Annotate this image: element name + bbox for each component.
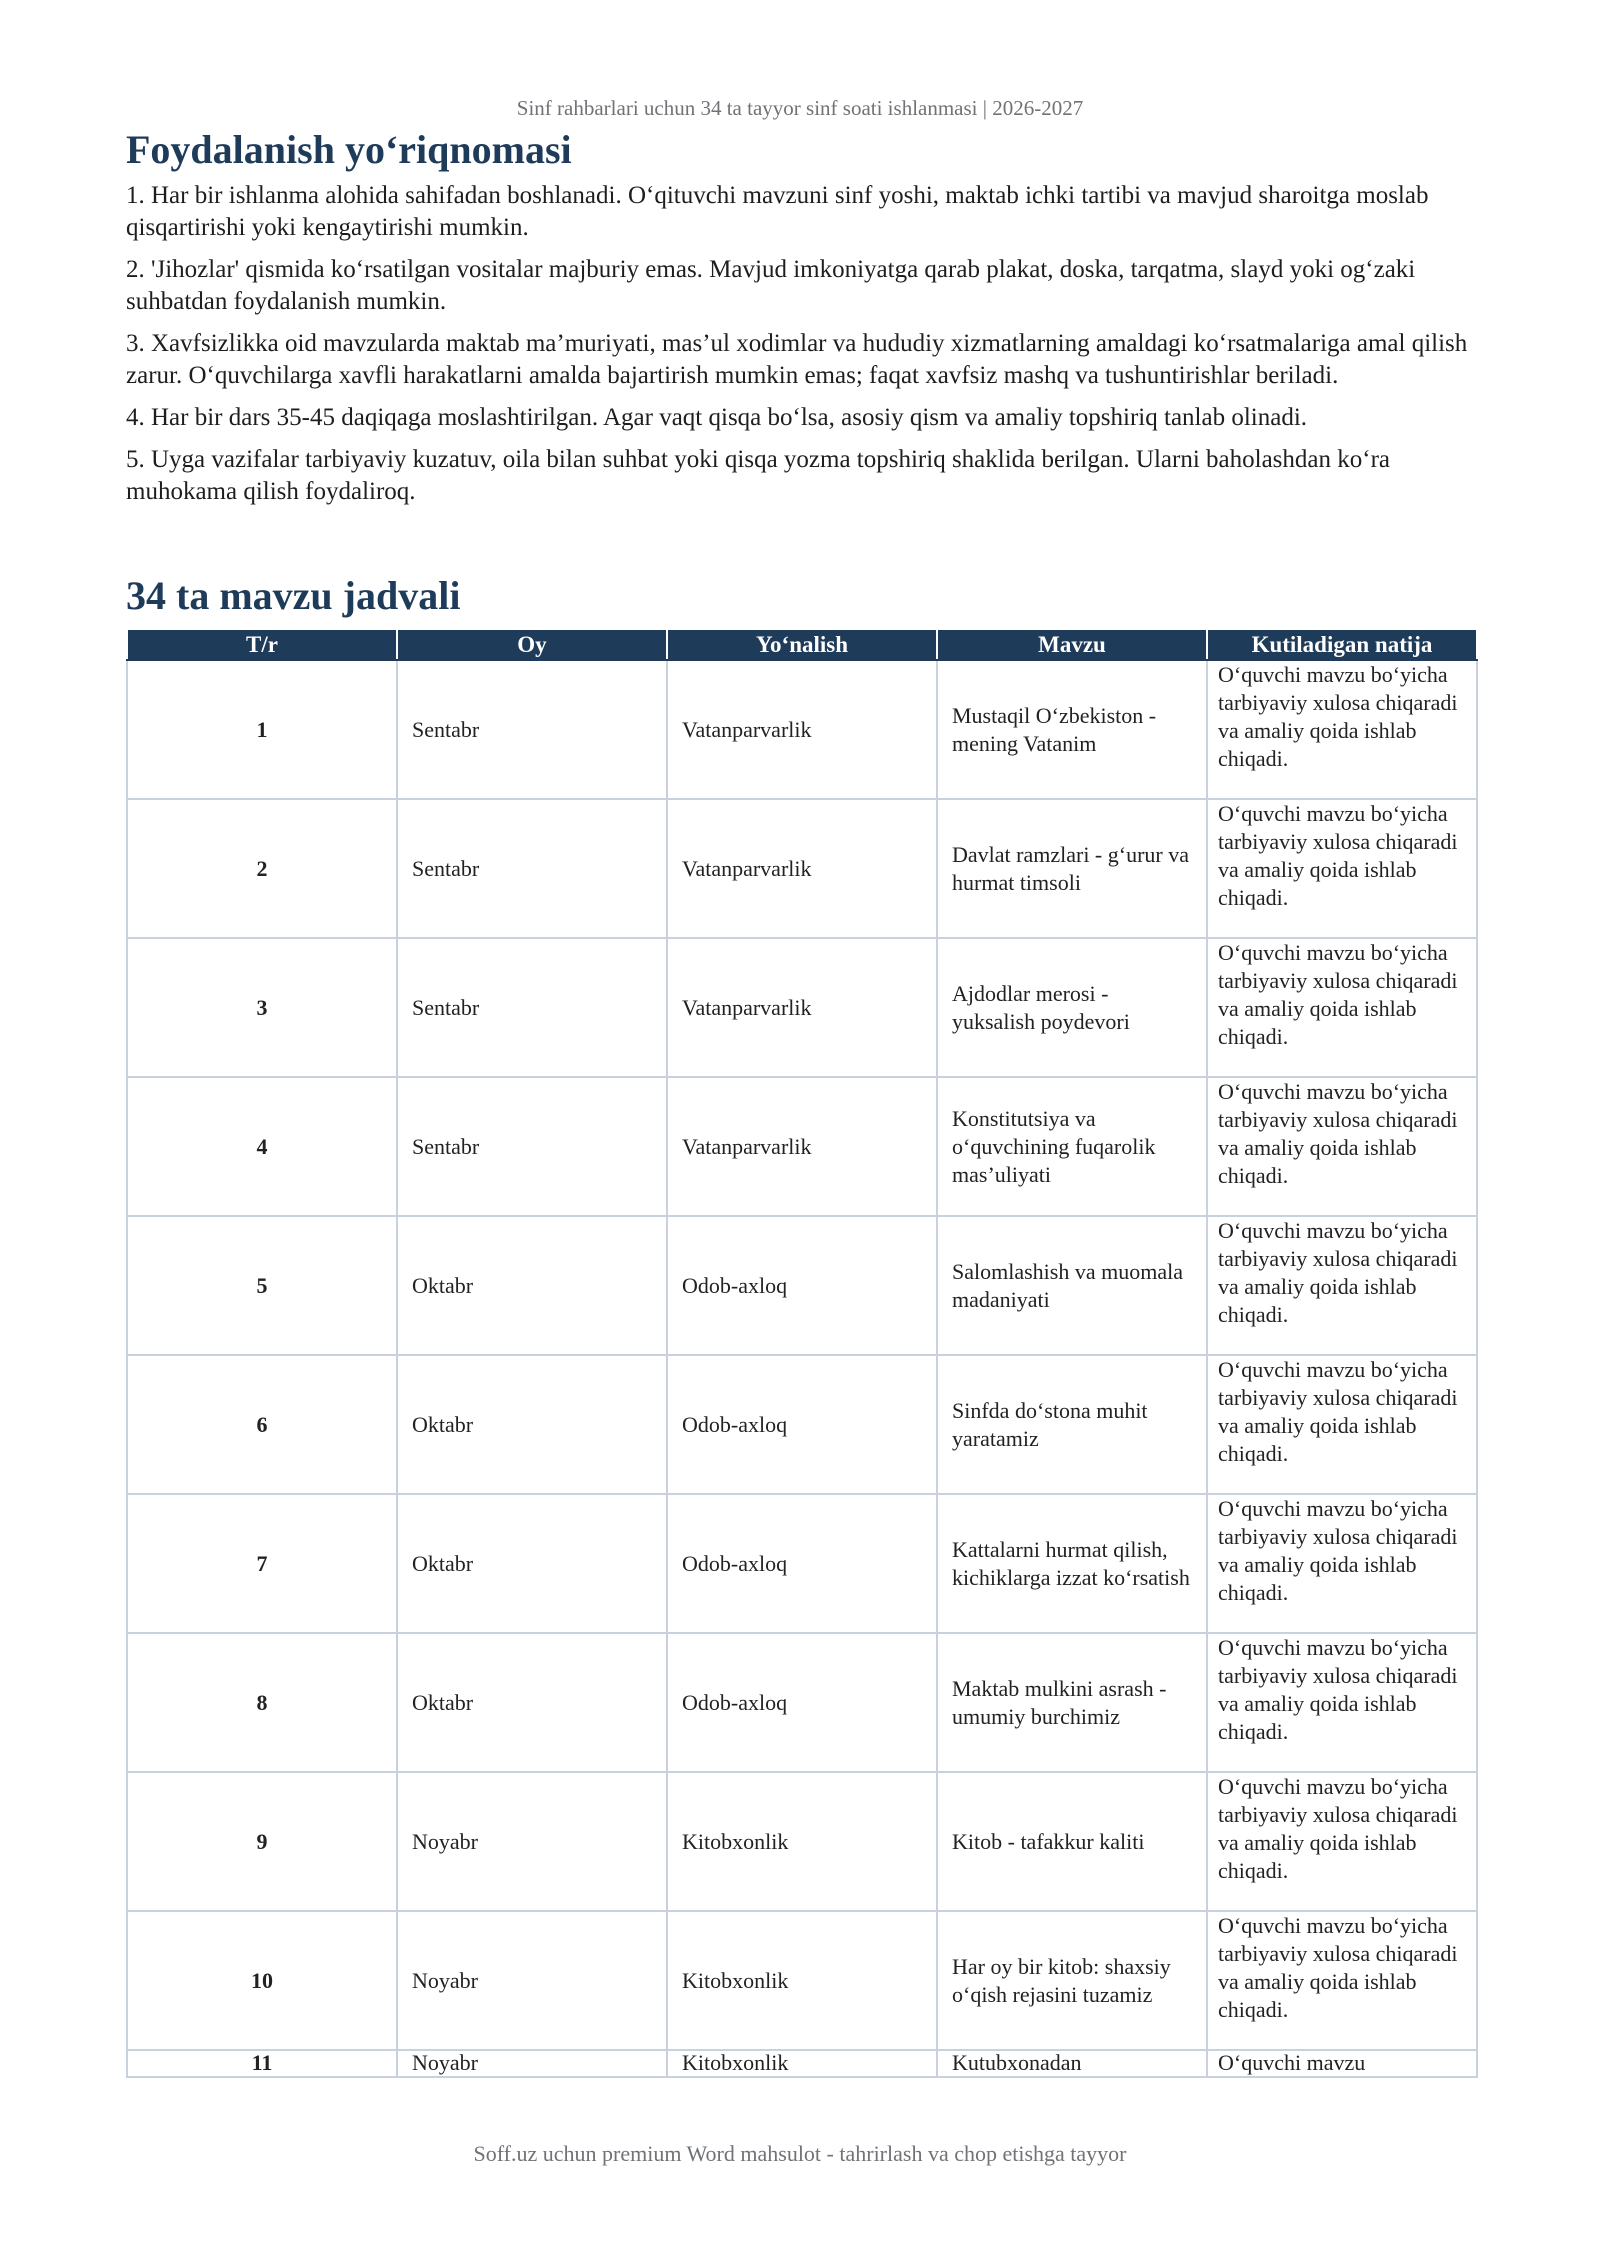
- column-header-result: Kutiladigan natija: [1207, 629, 1477, 660]
- cell-month: Sentabr: [397, 660, 667, 799]
- cell-month: Sentabr: [397, 938, 667, 1077]
- cell-direction: Odob-axloq: [667, 1355, 937, 1494]
- topics-table: [126, 628, 1478, 2078]
- table-row: [127, 1077, 1477, 1216]
- cell-month: Noyabr: [397, 1772, 667, 1911]
- cell-number: 9: [127, 1772, 397, 1911]
- table-row: [127, 1772, 1477, 1911]
- cell-result: O‘quvchi mavzu bo‘yicha tarbiyaviy xulosa chiqaradi va amaliy qoida ishlab chiqadi.: [1207, 1772, 1477, 1911]
- table-row: [127, 1633, 1477, 1772]
- cell-month: Noyabr: [397, 1911, 667, 2050]
- cell-result: O‘quvchi mavzu bo‘yicha tarbiyaviy xulosa chiqaradi va amaliy qoida ishlab chiqadi.: [1207, 938, 1477, 1077]
- table-row: [127, 1911, 1477, 2050]
- cell-month: Oktabr: [397, 1355, 667, 1494]
- page-content: [126, 124, 1476, 2078]
- table-body: [127, 660, 1477, 2077]
- cell-result: O‘quvchi mavzu bo‘yicha tarbiyaviy xulosa chiqaradi va amaliy qoida ishlab chiqadi.: [1207, 799, 1477, 938]
- running-footer: Soff.uz uchun premium Word mahsulot - tahrirlash va chop etishga tayyor: [473, 2141, 1127, 2166]
- cell-month: Noyabr: [397, 2050, 667, 2077]
- cell-month: Sentabr: [397, 1077, 667, 1216]
- cell-month: Oktabr: [397, 1633, 667, 1772]
- cell-number: 6: [127, 1355, 397, 1494]
- cell-topic: Kattalarni hurmat qilish, kichiklarga izzat ko‘rsatish: [937, 1494, 1207, 1633]
- cell-number: 5: [127, 1216, 397, 1355]
- cell-month: Sentabr: [397, 799, 667, 938]
- guide-title: Foydalanish yo‘riqnomasi: [126, 127, 572, 172]
- cell-number: 3: [127, 938, 397, 1077]
- table-header-row: [127, 629, 1477, 660]
- cell-result: O‘quvchi mavzu bo‘yicha tarbiyaviy xulosa chiqaradi va amaliy qoida ishlab chiqadi.: [1207, 1077, 1477, 1216]
- cell-number: 11: [127, 2050, 397, 2077]
- table-row: [127, 2050, 1477, 2077]
- cell-topic: Kitob - tafakkur kaliti: [937, 1772, 1207, 1911]
- cell-result: O‘quvchi mavzu: [1207, 2050, 1477, 2077]
- cell-direction: Vatanparvarlik: [667, 660, 937, 799]
- cell-result: O‘quvchi mavzu bo‘yicha tarbiyaviy xulosa chiqaradi va amaliy qoida ishlab chiqadi.: [1207, 1633, 1477, 1772]
- cell-direction: Kitobxonlik: [667, 1772, 937, 1911]
- table-row: [127, 1494, 1477, 1633]
- cell-topic: Maktab mulkini asrash - umumiy burchimiz: [937, 1633, 1207, 1772]
- cell-topic: Mustaqil O‘zbekiston - mening Vatanim: [937, 660, 1207, 799]
- guide-item: 2. 'Jihozlar' qismida ko‘rsatilgan vositalar majburiy emas. Mavjud imkoniyatga qarab plakat, doska, tarqatma, slayd yoki og‘zaki suhbatdan foydalanish mumkin.: [126, 256, 1416, 315]
- column-header-topic: Mavzu: [937, 629, 1207, 660]
- guide-list: [126, 180, 1476, 508]
- cell-result: O‘quvchi mavzu bo‘yicha tarbiyaviy xulosa chiqaradi va amaliy qoida ishlab chiqadi.: [1207, 660, 1477, 799]
- table-row: [127, 1355, 1477, 1494]
- column-header-direction: Yo‘nalish: [667, 629, 937, 660]
- cell-result: O‘quvchi mavzu bo‘yicha tarbiyaviy xulosa chiqaradi va amaliy qoida ishlab chiqadi.: [1207, 1911, 1477, 2050]
- table-row: [127, 799, 1477, 938]
- cell-number: 2: [127, 799, 397, 938]
- cell-topic: Sinfda do‘stona muhit yaratamiz: [937, 1355, 1207, 1494]
- cell-result: O‘quvchi mavzu bo‘yicha tarbiyaviy xulosa chiqaradi va amaliy qoida ishlab chiqadi.: [1207, 1216, 1477, 1355]
- column-header-number: T/r: [127, 629, 397, 660]
- cell-number: 8: [127, 1633, 397, 1772]
- cell-month: Oktabr: [397, 1494, 667, 1633]
- table-row: [127, 938, 1477, 1077]
- cell-topic: Kutubxonadan: [937, 2050, 1207, 2077]
- cell-month: Oktabr: [397, 1216, 667, 1355]
- cell-topic: Salomlashish va muomala madaniyati: [937, 1216, 1207, 1355]
- cell-topic: Ajdodlar merosi - yuksalish poydevori: [937, 938, 1207, 1077]
- cell-number: 7: [127, 1494, 397, 1633]
- cell-topic: Konstitutsiya va o‘quvchining fuqarolik mas’uliyati: [937, 1077, 1207, 1216]
- cell-direction: Odob-axloq: [667, 1633, 937, 1772]
- table-title: 34 ta mavzu jadvali: [126, 573, 461, 618]
- running-header: Sinf rahbarlari uchun 34 ta tayyor sinf soati ishlanmasi | 2026-2027: [516, 96, 1084, 120]
- cell-direction: Kitobxonlik: [667, 1911, 937, 2050]
- table-row: [127, 660, 1477, 799]
- guide-item: 4. Har bir dars 35-45 daqiqaga moslashtirilgan. Agar vaqt qisqa bo‘lsa, asosiy qism va amaliy topshiriq tanlab olinadi.: [126, 404, 1308, 431]
- guide-item: 5. Uyga vazifalar tarbiyaviy kuzatuv, oila bilan suhbat yoki qisqa yozma topshiriq shaklida berilgan. Ularni baholashdan ko‘ra muhokama qilish foydaliroq.: [126, 446, 1390, 505]
- cell-result: O‘quvchi mavzu bo‘yicha tarbiyaviy xulosa chiqaradi va amaliy qoida ishlab chiqadi.: [1207, 1355, 1477, 1494]
- cell-direction: Odob-axloq: [667, 1216, 937, 1355]
- cell-number: 4: [127, 1077, 397, 1216]
- cell-topic: Davlat ramzlari - g‘urur va hurmat timsoli: [937, 799, 1207, 938]
- cell-direction: Vatanparvarlik: [667, 1077, 937, 1216]
- cell-topic: Har oy bir kitob: shaxsiy o‘qish rejasini tuzamiz: [937, 1911, 1207, 2050]
- cell-direction: Vatanparvarlik: [667, 799, 937, 938]
- cell-number: 10: [127, 1911, 397, 2050]
- cell-direction: Odob-axloq: [667, 1494, 937, 1633]
- cell-direction: Kitobxonlik: [667, 2050, 937, 2077]
- cell-direction: Vatanparvarlik: [667, 938, 937, 1077]
- table-row: [127, 1216, 1477, 1355]
- cell-number: 1: [127, 660, 397, 799]
- guide-item: 3. Xavfsizlikka oid mavzularda maktab ma’muriyati, mas’ul xodimlar va hududiy xizmatlarning amaldagi ko‘rsatmalariga amal qilish zarur. O‘quvchilarga xavfli harakatlarni amalda bajartirish mumkin emas; faqat xavfsiz mashq va tushuntirishlar beriladi.: [126, 330, 1468, 389]
- cell-result: O‘quvchi mavzu bo‘yicha tarbiyaviy xulosa chiqaradi va amaliy qoida ishlab chiqadi.: [1207, 1494, 1477, 1633]
- column-header-month: Oy: [397, 629, 667, 660]
- guide-item: 1. Har bir ishlanma alohida sahifadan boshlanadi. O‘qituvchi mavzuni sinf yoshi, maktab ichki tartibi va mavjud sharoitga moslab qisqartirishi yoki kengaytirishi mumkin.: [126, 182, 1429, 241]
